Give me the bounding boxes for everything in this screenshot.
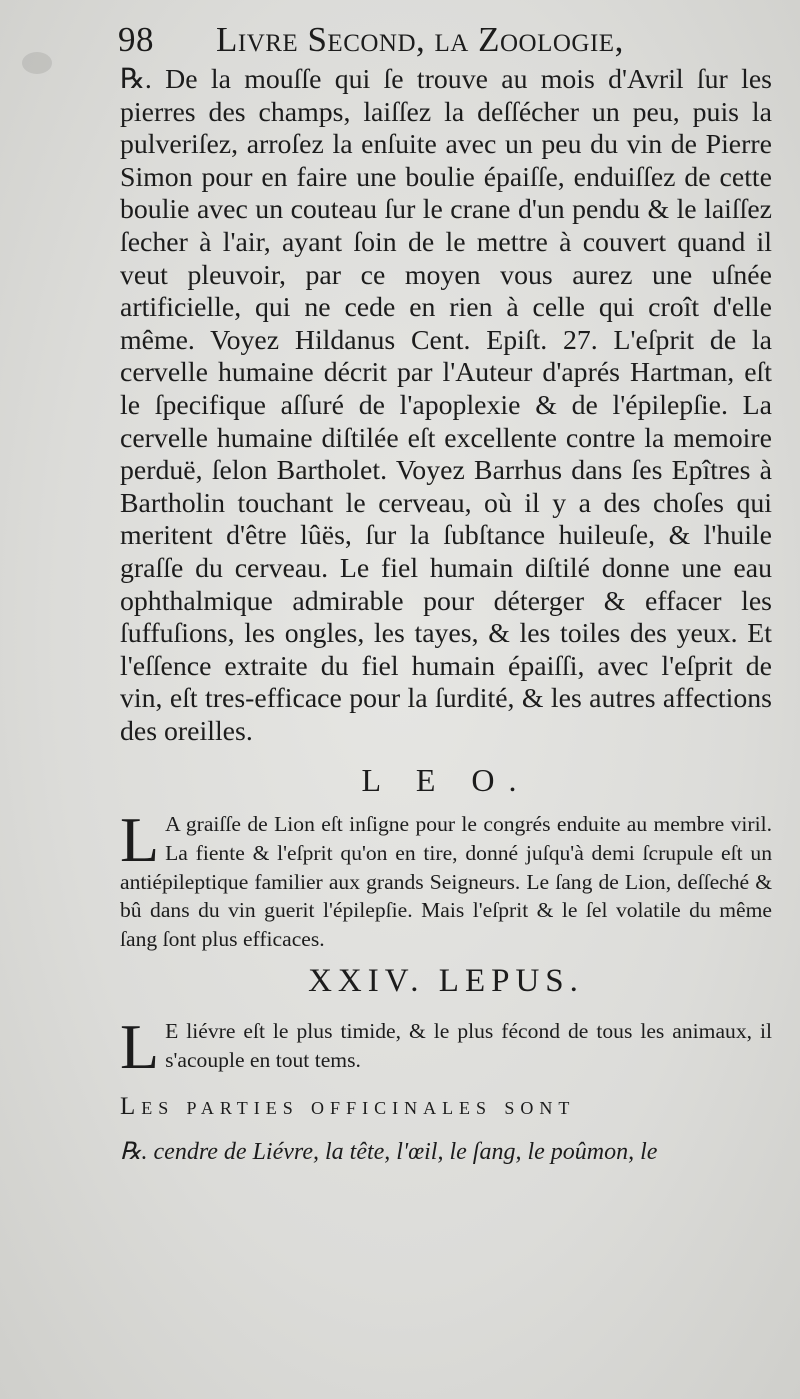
page-body — [120, 64, 772, 1166]
section-text-leo — [120, 804, 772, 953]
lepus-text: E liévre eſt le plus timide, & le plus fécond de tous les animaux, il s'acouple en tout tems. — [165, 1019, 772, 1073]
section-heading-leo: L E O. — [361, 762, 531, 799]
running-title: Livre Second, la Zoologie, — [216, 20, 624, 59]
page-number: 98 — [118, 20, 154, 59]
recipe-last-line: ℞. cendre de Liévre, la tête, l'œil, le ſang, le poûmon, le — [120, 1138, 658, 1165]
dropcap-leo: L — [120, 804, 160, 876]
leo-text: A graiſſe de Lion eſt inſigne pour le congrés enduite au membre viril. La fiente & l'eſprit qu'on en tire, donné juſqu'à demi ſcrupule eſt un antiépileptique familier aux grands Seigneurs. Le ſang de Lion, deſſeché & bû dans du vin guerit l'épilepſie. Mais l'eſprit & le ſel volatile du même ſang ſont plus efficaces. — [120, 812, 772, 951]
ink-smudge — [22, 52, 52, 74]
dropcap-lepus: L — [120, 1011, 160, 1083]
running-header — [118, 20, 778, 66]
section-text-lepus — [120, 1011, 772, 1083]
paragraph-usnea-and-brain: ℞. De la mouſſe qui ſe trouve au mois d'Avril ſur les pierres des champs, laiſſez la deſſécher un peu, puis la pulveriſez, arroſez la enſuite avec un peu du vin de Pierre Simon pour en faire une boulie épaiſſe, enduiſſez de cette boulie avec un couteau ſur le crane d'un pendu & le laiſſez ſecher à l'air, ayant ſoin de le mettre à couvert quand il veut pleuvoir, par ce moyen vous aurez une uſnée artificielle, qui ne cede en rien à celle qui croît d'elle même. Voyez Hildanus Cent. Epiſt. 27. L'eſprit de la cervelle humaine décrit par l'Auteur d'aprés Hartman, eſt le ſpecifique aſſuré de l'apoplexie & de l'épilepſie. La cervelle humaine diſtilée eſt excellente contre la memoire perduë, ſelon Bartholet. Voyez Barrhus dans ſes Epîtres à Bartholin touchant le cerveau, où il y a des choſes qui meritent d'être lûës, ſur la ſubſtance huileuſe, & l'huile graſſe du cerveau. Le fiel humain diſtilé donne une eau ophthalmique admirable pour déterger & effacer les ſuffuſions, les ongles, les tayes, & les toiles des yeux. Et l'eſſence extraite du fiel humain épaiſſi, avec l'eſprit de vin, eſt tres-efficace pour la ſurdité, & les autres affections des oreilles. — [120, 64, 772, 747]
officinal-parts-heading: Les parties officinales sont — [120, 1092, 576, 1120]
section-heading-lepus: XXIV. LEPUS. — [308, 963, 584, 1000]
